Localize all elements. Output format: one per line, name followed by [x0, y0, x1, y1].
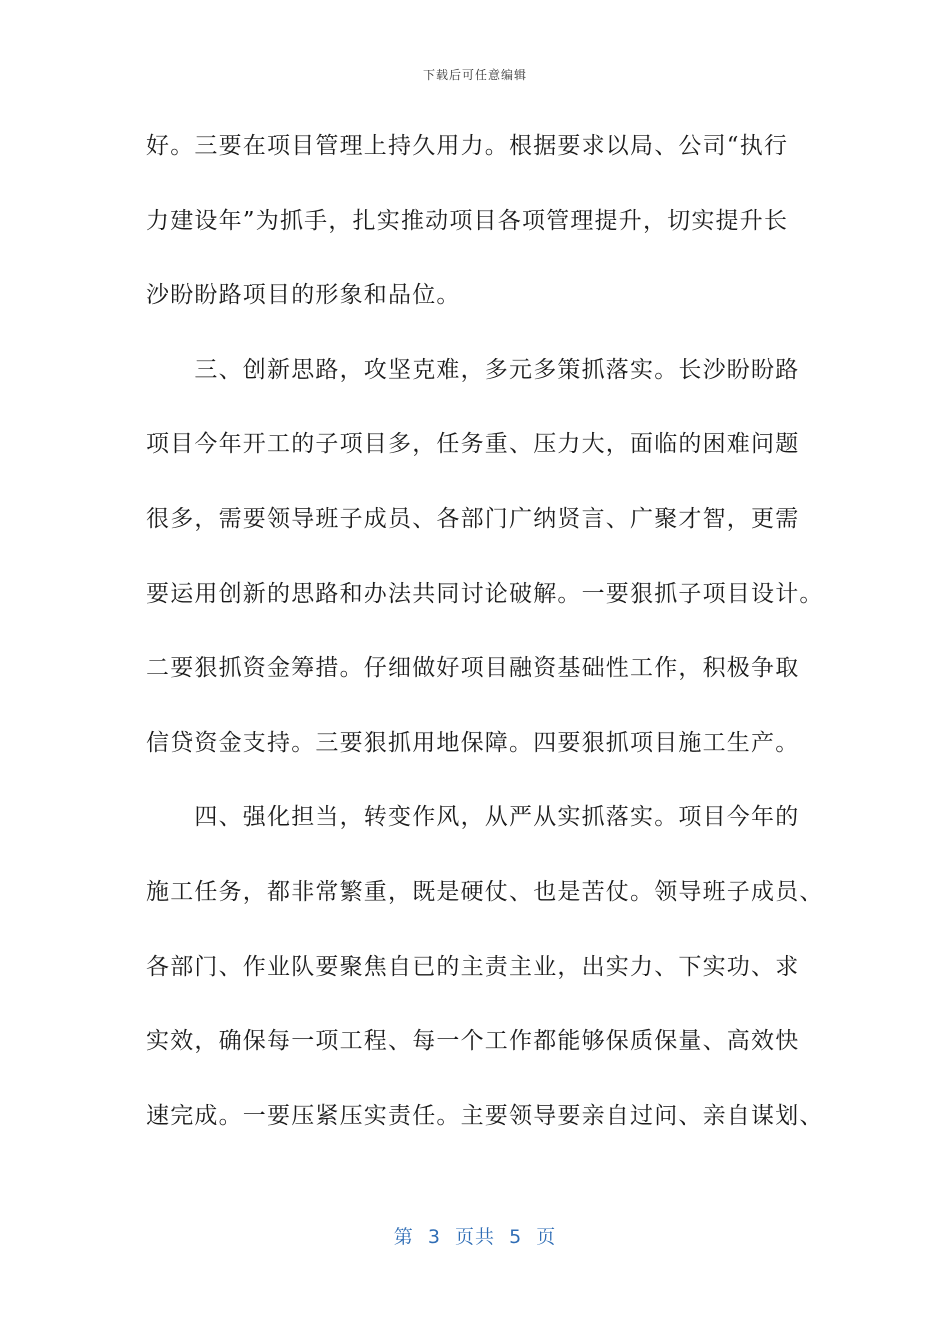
body-line: 四、强化担当，转变作风，从严从实抓落实。项目今年的	[146, 804, 800, 831]
page-number-footer: 第 3 页共 5 页	[393, 1226, 557, 1248]
body-line: 信贷资金支持。三要狠抓用地保障。四要狠抓项目施工生产。	[146, 729, 800, 756]
document-body	[146, 124, 826, 1168]
body-line: 实效，确保每一项工程、每一个工作都能够保质保量、高效快	[146, 1028, 800, 1055]
body-line: 很多，需要领导班子成员、各部门广纳贤言、广聚才智，更需	[146, 505, 800, 532]
body-line: 二要狠抓资金筹措。仔细做好项目融资基础性工作，积极争取	[146, 655, 800, 682]
header-note: 下载后可任意编辑	[422, 68, 527, 82]
body-line: 好。三要在项目管理上持久用力。根据要求以局、公司“执行	[146, 133, 789, 159]
body-line: 沙盼盼路项目的形象和品位。	[146, 282, 461, 309]
body-line: 要运用创新的思路和办法共同讨论破解。一要狠抓子项目设计。	[146, 580, 824, 607]
body-line: 施工任务，都非常繁重，既是硬仗、也是苦仗。领导班子成员、	[146, 878, 824, 905]
body-line: 力建设年”为抓手，扎实推动项目各项管理提升，切实提升长	[146, 207, 789, 234]
body-line: 三、创新思路，攻坚克难，多元多策抓落实。长沙盼盼路	[146, 356, 800, 383]
body-line: 各部门、作业队要聚焦自已的主责主业，出实力、下实功、求	[146, 953, 800, 980]
body-line: 项目今年开工的子项目多，任务重、压力大，面临的困难问题	[146, 431, 800, 458]
body-line: 速完成。一要压紧压实责任。主要领导要亲自过问、亲自谋划、	[146, 1102, 824, 1129]
